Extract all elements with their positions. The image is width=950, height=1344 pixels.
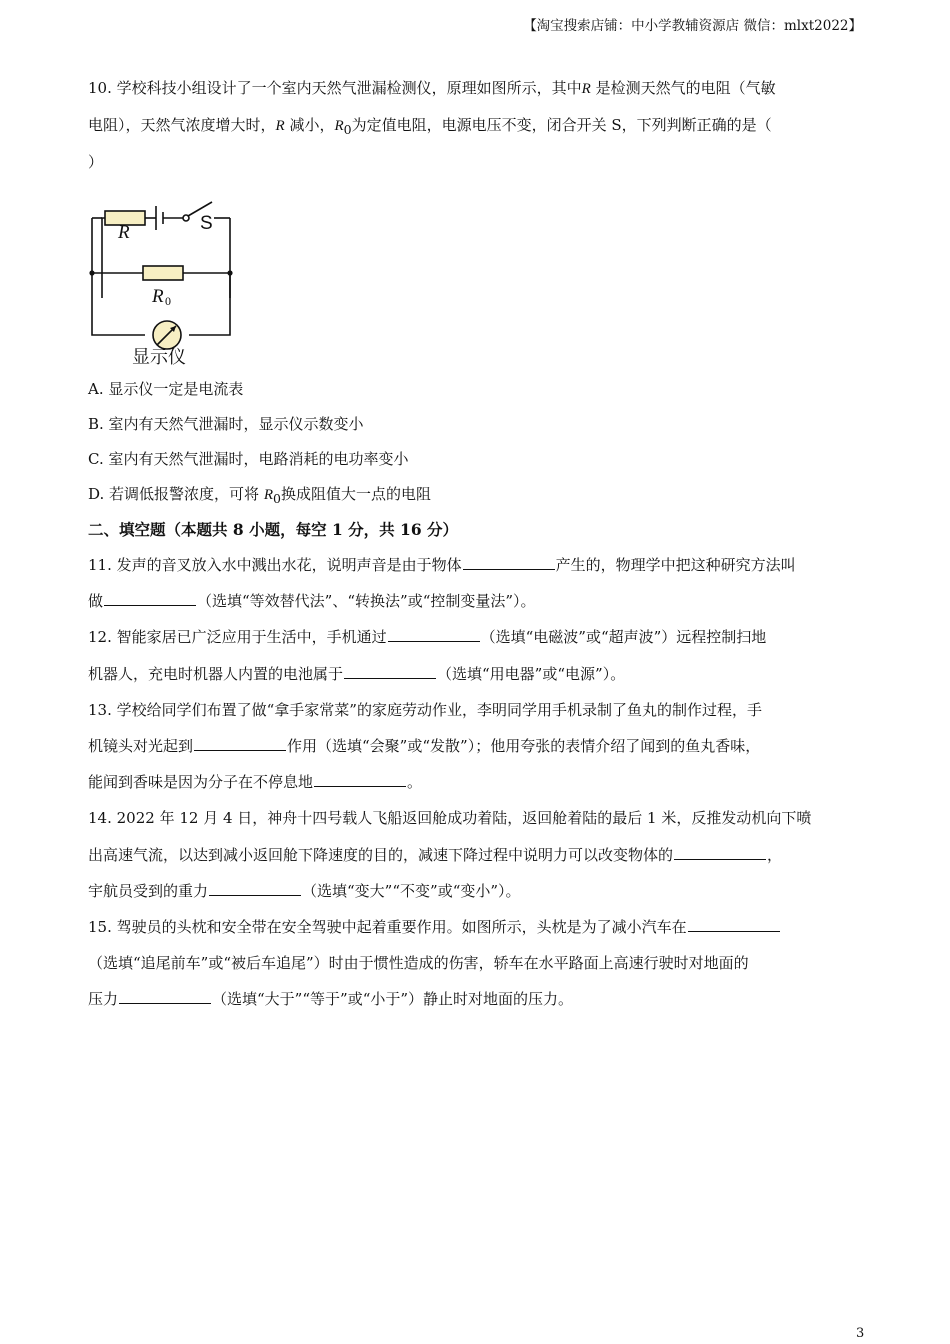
question-13 xyxy=(88,700,860,809)
q13-line-1: 13. 学校给同学们布置了做“拿手家常菜”的家庭劳动作业，李明同学用手机录制了鱼丸的制作过程，手 xyxy=(88,700,762,719)
answer-blank xyxy=(119,989,211,1004)
q15-line-3: 压力 （选填“大于”“等于”或“小于”）静止时对地面的压力。 xyxy=(88,990,574,1009)
label-R: R xyxy=(118,222,130,243)
question-11 xyxy=(88,555,860,627)
question-10 xyxy=(88,78,860,519)
answer-blank xyxy=(463,555,555,570)
option-a: A. 显示仪一定是电流表 xyxy=(88,380,244,398)
answer-blank xyxy=(209,881,301,896)
q14-line-3: 宇航员受到的重力 （选填“变大”“不变”或“变小”）。 xyxy=(88,881,521,900)
circuit-diagram xyxy=(88,180,248,365)
page-number: 3 xyxy=(856,1326,865,1341)
answer-blank xyxy=(688,917,780,932)
fixed-resistor-R0 xyxy=(143,266,183,280)
q12-line-2: 机器人，充电时机器人内置的电池属于 （选填“用电器”或“电源”）。 xyxy=(88,664,626,683)
question-15 xyxy=(88,917,860,1026)
document-body xyxy=(88,78,860,1025)
option-c: C. 室内有天然气泄漏时，电路消耗的电功率变小 xyxy=(88,450,409,468)
section-title: 二、填空题（本题共 8 小题，每空 1 分，共 16 分） xyxy=(88,520,459,539)
label-R0: R xyxy=(152,286,164,307)
option-d: D. 若调低报警浓度，可将 $R_0$换成阻值大一点的电阻 xyxy=(88,485,431,506)
q10-line-3: ） xyxy=(88,153,104,171)
label-S: S xyxy=(200,213,213,234)
answer-blank xyxy=(674,845,766,860)
q13-line-2: 机镜头对光起到 作用（选填“会聚”或“发散”）；他用夸张的表情介绍了闻到的鱼丸香味， xyxy=(88,736,761,755)
q10-line-2: 电阻），天然气浓度增大时，R 减小，$R_0$为定值电阻，电源电压不变，闭合开关 S，下列判断正确的是（ xyxy=(88,116,772,137)
q14-line-1: 14. 2022 年 12 月 4 日，神舟十四号载人飞船返回舱成功着陆，返回舱着陆的最后 1 米，反推发动机向下喷 xyxy=(88,809,812,828)
q15-line-2: （选填“追尾前车”或“被后车追尾”）时由于惯性造成的伤害，轿车在水平路面上高速行驶时对地面的 xyxy=(88,954,749,973)
option-b: B. 室内有天然气泄漏时，显示仪示数变小 xyxy=(88,415,364,433)
q11-line-2: 做 （选填“等效替代法”、“转换法”或“控制变量法”）。 xyxy=(88,592,536,611)
q10-line-1: 10. 学校科技小组设计了一个室内天然气泄漏检测仪，原理如图所示，其中R 是检测天然气的电阻（气敏 xyxy=(88,79,776,97)
q14-line-2: 出高速气流，以达到减小返回舱下降速度的目的，减速下降过程中说明力可以改变物体的 ， xyxy=(88,845,783,864)
q12-line-1: 12. 智能家居已广泛应用于生活中，手机通过 （选填“电磁波”或“超声波”）远程控制扫地 xyxy=(88,628,767,647)
question-12 xyxy=(88,627,860,699)
q15-line-1: 15. 驾驶员的头枕和安全带在安全驾驶中起着重要作用。如图所示，头枕是为了减小汽车在 xyxy=(88,917,860,953)
question-14 xyxy=(88,808,860,917)
answer-blank xyxy=(194,736,286,751)
answer-blank xyxy=(104,591,196,606)
answer-blank xyxy=(388,627,480,642)
page-header: 【淘宝搜索店铺：中小学教辅资源店 微信：mlxt2022】 xyxy=(523,18,862,34)
answer-blank xyxy=(314,772,406,787)
label-display: 显示仪 xyxy=(132,347,186,365)
label-R0-subscript: 0 xyxy=(165,294,171,308)
answer-blank xyxy=(344,664,436,679)
q11-line-1: 11. 发声的音叉放入水中溅出水花，说明声音是由于物体 产生的，物理学中把这种研究方法叫 xyxy=(88,556,796,574)
q13-line-3: 能闻到香味是因为分子在不停息地 。 xyxy=(88,773,423,792)
